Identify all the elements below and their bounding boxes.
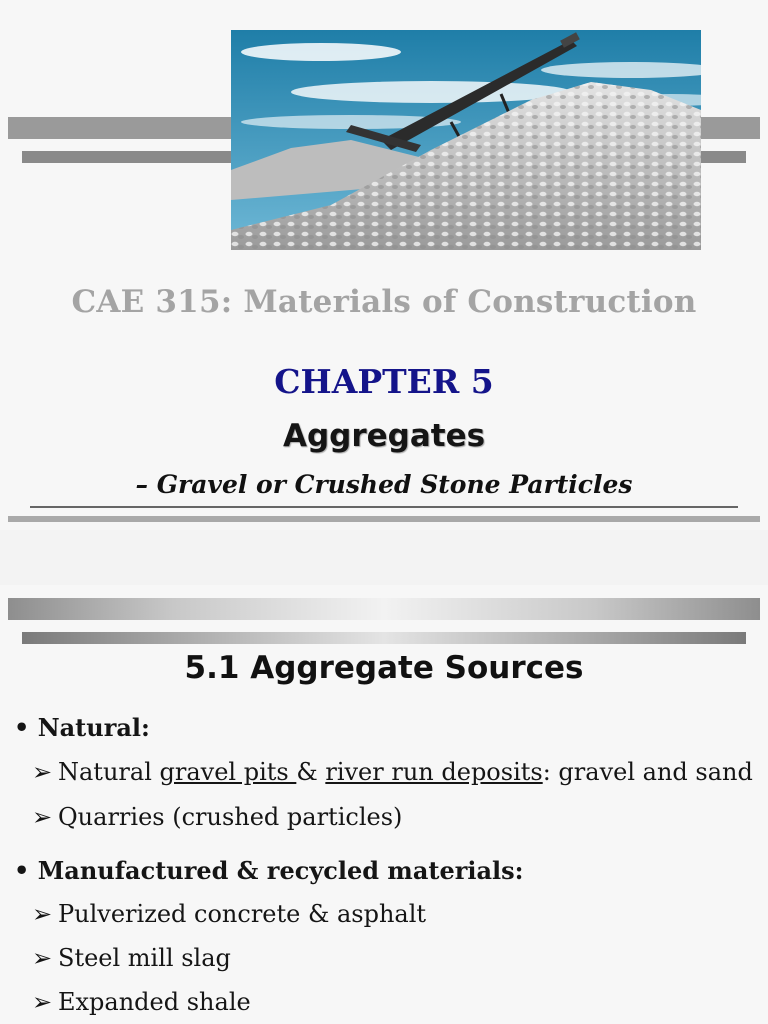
list-item: ➢ Natural gravel pits & river run deposits: gravel and sand [32,758,753,786]
decorative-bar-top [8,598,760,620]
bullet-manufactured: • Manufactured & recycled materials: [14,856,524,885]
chapter-label: CHAPTER 5 [274,362,494,401]
arrow-bullet-icon: ➢ [32,944,53,972]
gravel-pits-link-text: gravel pits [159,758,297,786]
arrow-bullet-icon: ➢ [32,758,53,786]
arrow-bullet-icon: ➢ [32,803,53,831]
list-item: ➢ Quarries (crushed particles) [32,803,403,831]
section-heading: 5.1 Aggregate Sources [184,650,584,686]
slide-gap [0,530,768,585]
subtitle: – Gravel or Crushed Stone Particles [135,470,633,499]
list-item: ➢ Steel mill slag [32,944,231,972]
arrow-bullet-icon: ➢ [32,900,53,928]
divider-line [30,506,738,508]
list-item: ➢ Expanded shale [32,988,251,1016]
list-item: ➢ Pulverized concrete & asphalt [32,900,427,928]
bullet-natural: • Natural: [14,713,150,742]
decorative-bar-bottom [22,632,746,644]
arrow-bullet-icon: ➢ [32,988,53,1016]
course-title: CAE 315: Materials of Construction [71,284,697,320]
divider-bar [8,516,760,522]
river-run-deposits-text: river run deposits [325,758,543,786]
gravel-pile-photo [231,30,701,250]
topic-title: Aggregates [282,418,486,454]
